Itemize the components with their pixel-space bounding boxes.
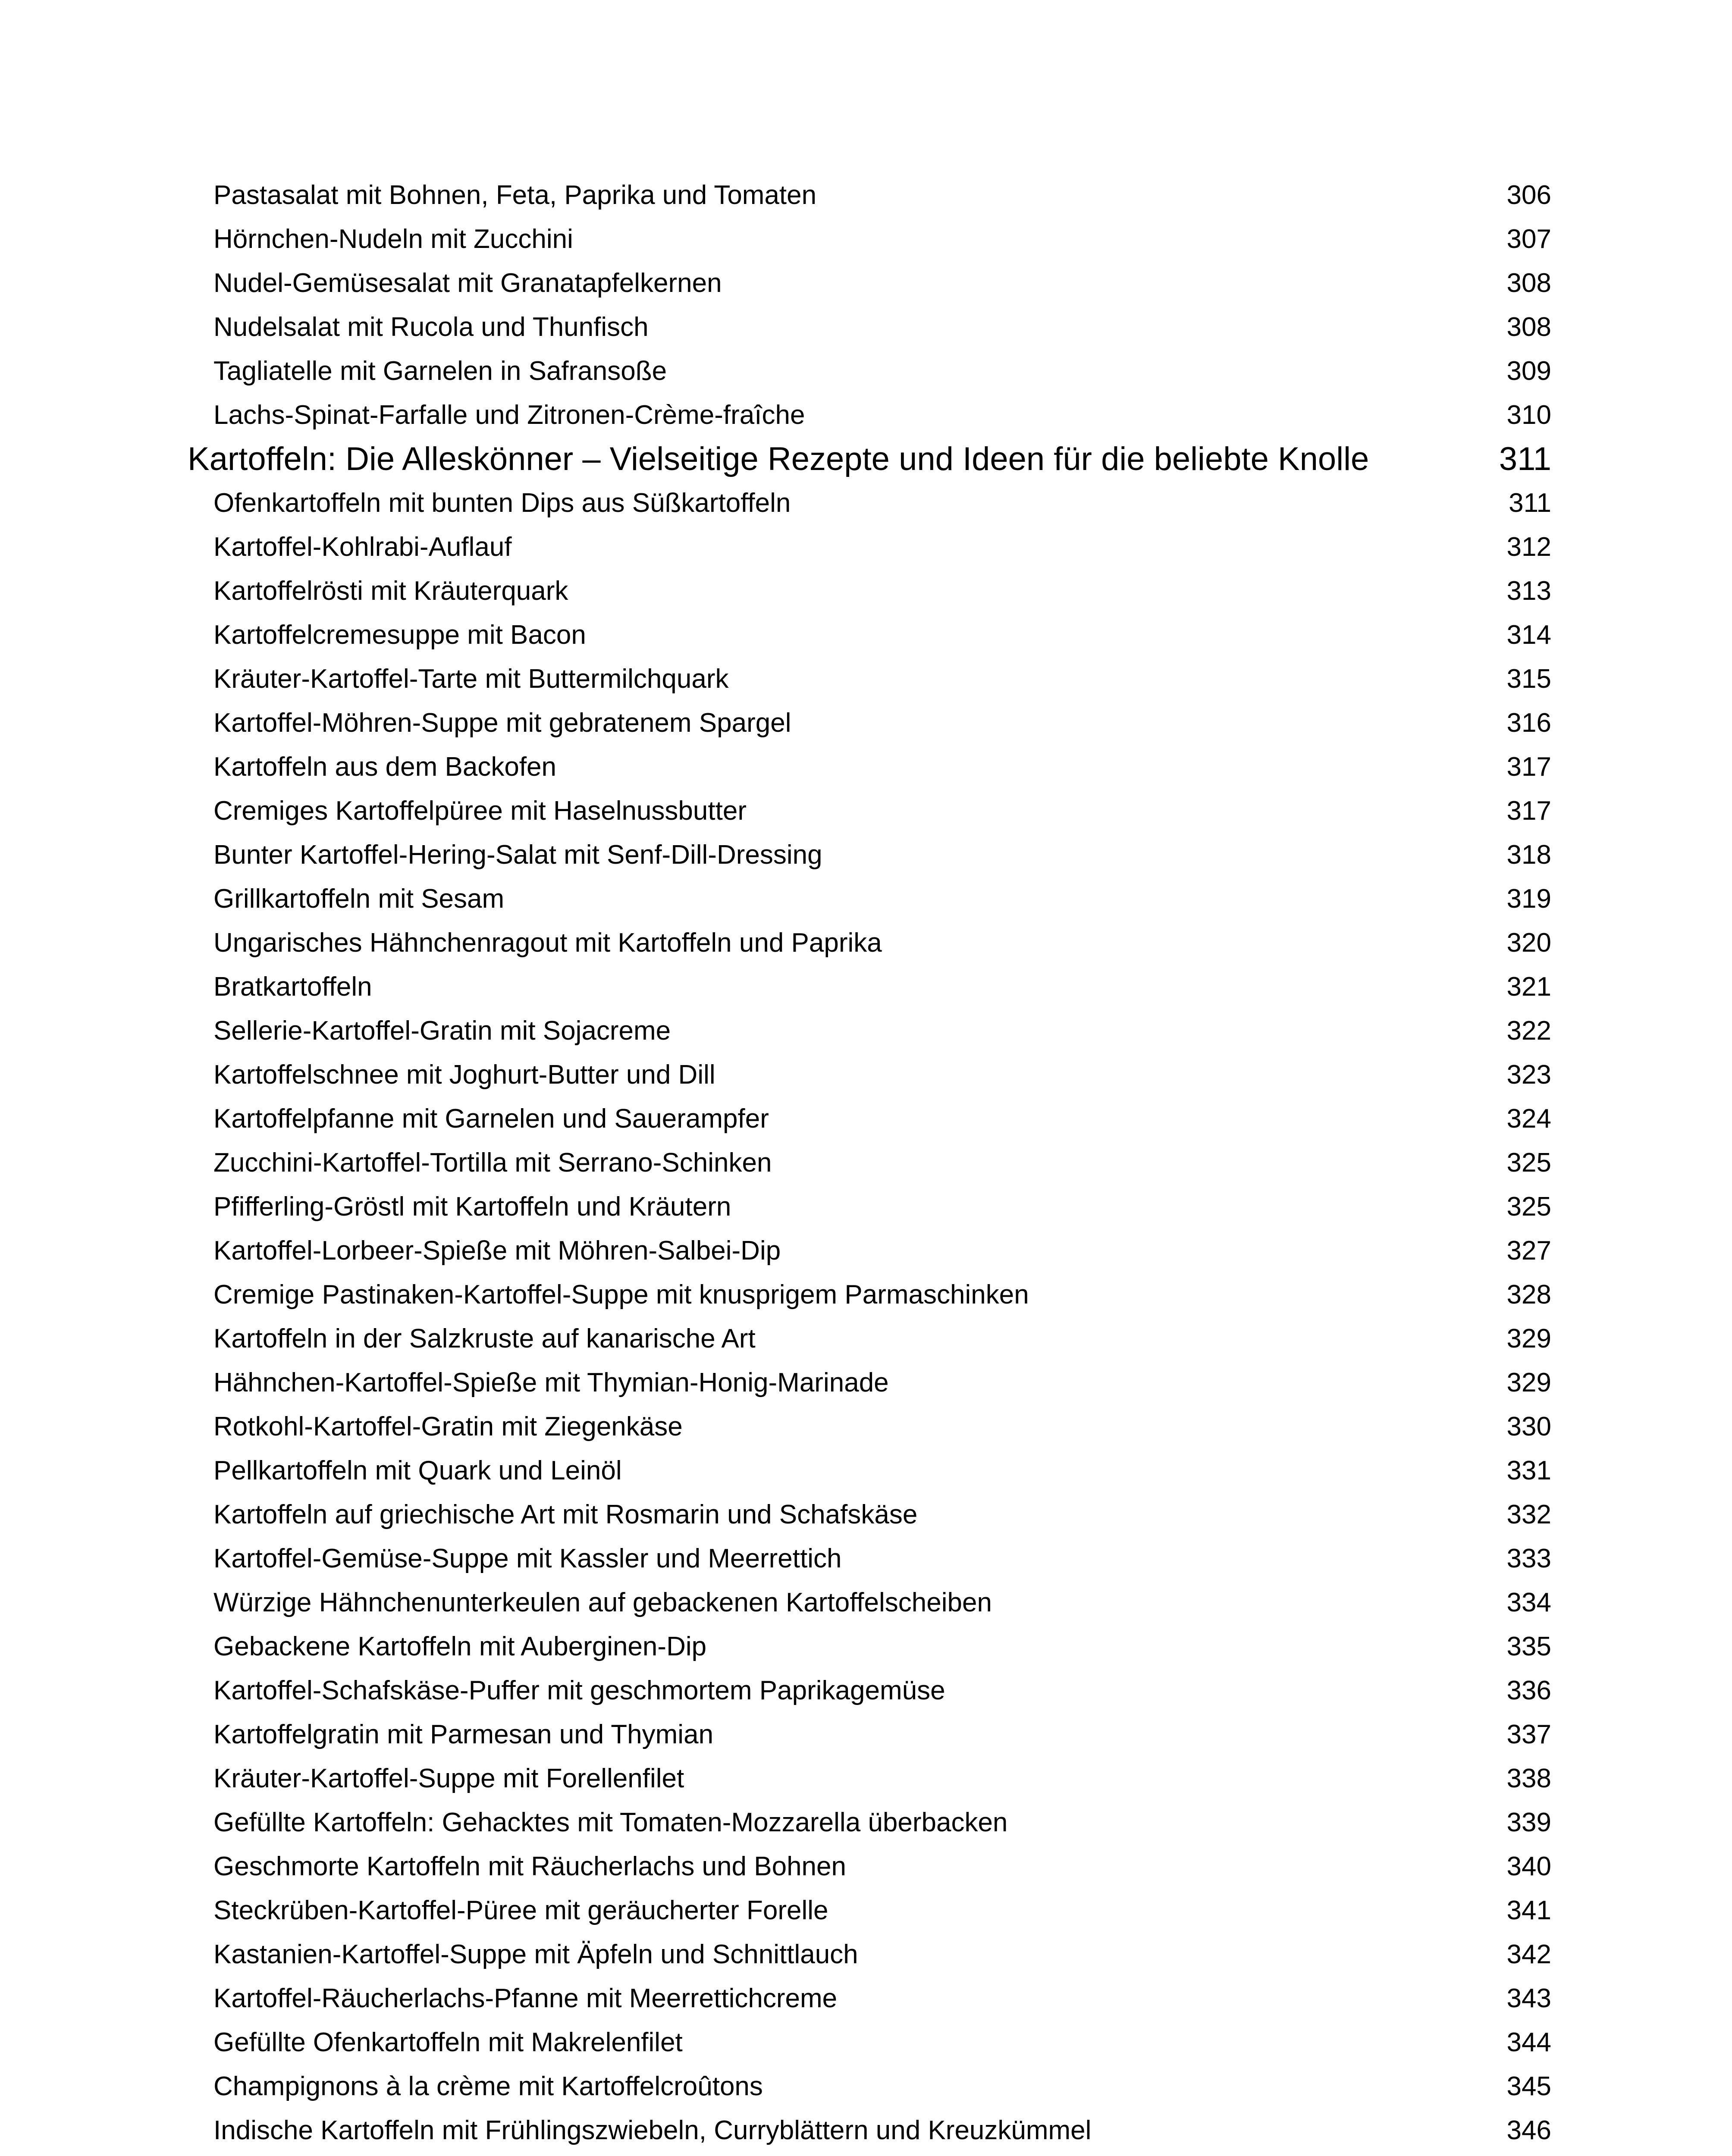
toc-entry-page: 328 <box>1506 1280 1551 1310</box>
toc-entry-title: Kartoffelpfanne mit Garnelen und Sauerampfer <box>213 1104 769 1134</box>
toc-entry-title: Kartoffeln in der Salzkruste auf kanarische Art <box>213 1324 756 1354</box>
toc-entry-page: 330 <box>1506 1412 1551 1442</box>
toc-entry-title: Nudel-Gemüsesalat mit Granatapfelkernen <box>213 268 722 298</box>
toc-entry <box>213 2153 1551 2156</box>
toc-entry-page: 339 <box>1506 1808 1551 1837</box>
toc-entry-title: Kartoffelrösti mit Kräuterquark <box>213 576 568 606</box>
toc-entry <box>213 1801 1551 1845</box>
toc-entry-page: 336 <box>1506 1676 1551 1705</box>
toc-entry <box>213 1493 1551 1537</box>
toc-entry <box>213 1625 1551 1669</box>
toc-entry <box>213 1449 1551 1493</box>
toc-entry-page: 329 <box>1506 1324 1551 1354</box>
toc-entry-page: 311 <box>1509 488 1551 518</box>
toc-entry-title: Kartoffel-Kohlrabi-Auflauf <box>213 532 512 562</box>
toc-entry <box>213 701 1551 745</box>
toc-entry <box>213 1273 1551 1317</box>
toc-entry-title: Cremiges Kartoffelpüree mit Haselnussbutter <box>213 796 747 826</box>
toc-entry-page: 345 <box>1506 2071 1551 2101</box>
toc-entry-title: Ungarisches Hähnchenragout mit Kartoffeln und Paprika <box>213 928 882 958</box>
toc-entry-title: Nudelsalat mit Rucola und Thunfisch <box>213 312 649 342</box>
toc-entry-title: Kartoffeln aus dem Backofen <box>213 752 557 782</box>
toc-entry-page: 310 <box>1506 400 1551 430</box>
toc-entry-page: 318 <box>1506 840 1551 870</box>
toc-entry-page: 307 <box>1506 224 1551 254</box>
toc-entry-page: 346 <box>1506 2115 1551 2145</box>
toc-entry <box>213 1361 1551 1405</box>
toc-entry-title: Gefüllte Ofenkartoffeln mit Makrelenfilet <box>213 2028 683 2057</box>
toc-entry-title: Kartoffelschnee mit Joghurt-Butter und Dill <box>213 1060 715 1090</box>
toc-entry-page: 338 <box>1506 1764 1551 1793</box>
toc-entry-page: 317 <box>1506 752 1551 782</box>
toc-section-heading <box>188 437 1551 481</box>
toc-entry <box>213 657 1551 701</box>
toc-entry <box>213 877 1551 921</box>
toc-entry-page: 333 <box>1506 1544 1551 1573</box>
toc-entry-page: 311 <box>1499 441 1551 477</box>
toc-entry-title: Lachs-Spinat-Farfalle und Zitronen-Crème-fraîche <box>213 400 805 430</box>
toc-entry-title: Hörnchen-Nudeln mit Zucchini <box>213 224 573 254</box>
toc-entry-title: Gebackene Kartoffeln mit Auberginen-Dip <box>213 1632 707 1661</box>
toc-entry-page: 324 <box>1506 1104 1551 1134</box>
toc-entry-page: 332 <box>1506 1500 1551 1529</box>
toc-entry-title: Pellkartoffeln mit Quark und Leinöl <box>213 1456 622 1485</box>
toc-entry <box>213 1581 1551 1625</box>
toc-entry-title: Ofenkartoffeln mit bunten Dips aus Süßkartoffeln <box>213 488 791 518</box>
toc-entry-title: Cremige Pastinaken-Kartoffel-Suppe mit knusprigem Parmaschinken <box>213 1280 1029 1310</box>
toc-entry <box>213 569 1551 613</box>
toc-entry <box>213 1889 1551 1933</box>
toc-entry-page: 327 <box>1506 1236 1551 1266</box>
toc-entry-page: 317 <box>1506 796 1551 826</box>
toc-entry-page: 309 <box>1506 356 1551 386</box>
toc-entry-page: 341 <box>1506 1896 1551 1925</box>
toc-entry-title: Kartoffel-Räucherlachs-Pfanne mit Meerrettichcreme <box>213 1984 838 2013</box>
toc-entry-page: 308 <box>1506 312 1551 342</box>
toc-entry <box>213 745 1551 789</box>
toc-entry-page <box>1507 2153 1551 2156</box>
toc-entry-title: Tagliatelle mit Garnelen in Safransoße <box>213 356 667 386</box>
toc-entry <box>213 1053 1551 1097</box>
toc-entry-title: Kastanien-Kartoffel-Suppe mit Äpfeln und Schnittlauch <box>213 1940 858 1969</box>
toc-entry-title: Rotkohl-Kartoffel-Gratin mit Ziegenkäse <box>213 1412 683 1442</box>
toc-entry <box>213 349 1551 393</box>
toc-entry-page: 340 <box>1506 1852 1551 1881</box>
toc-entry-title: Pastasalat mit Bohnen, Feta, Paprika und Tomaten <box>213 180 817 210</box>
toc-entry <box>213 261 1551 305</box>
toc-entry-title: Kräuter-Kartoffel-Tarte mit Buttermilchquark <box>213 664 729 694</box>
toc-entry-page: 323 <box>1506 1060 1551 1090</box>
toc-entry <box>213 1317 1551 1361</box>
toc-entry-title <box>213 2153 696 2156</box>
toc-entry <box>213 921 1551 965</box>
toc-entry <box>213 393 1551 437</box>
toc-entry-page: 321 <box>1506 972 1551 1002</box>
toc-entry <box>213 1009 1551 1053</box>
toc-entry <box>213 613 1551 657</box>
toc-entry-page: 335 <box>1506 1632 1551 1661</box>
toc-entry <box>213 1845 1551 1889</box>
toc-entry <box>213 1537 1551 1581</box>
toc-entry <box>213 2109 1551 2153</box>
toc-entry <box>213 965 1551 1009</box>
toc-entry-page: 343 <box>1506 1984 1551 2013</box>
toc-entry-page: 312 <box>1506 532 1551 562</box>
toc-entry <box>213 2065 1551 2109</box>
toc-entry-title: Kartoffelgratin mit Parmesan und Thymian <box>213 1720 714 1749</box>
toc-entry-title: Bratkartoffeln <box>213 972 372 1002</box>
toc-entry-title: Champignons à la crème mit Kartoffelcroûtons <box>213 2071 763 2101</box>
toc-entry <box>213 173 1551 217</box>
toc-entry-title: Kartoffeln auf griechische Art mit Rosmarin und Schafskäse <box>213 1500 918 1529</box>
toc-entry <box>213 2021 1551 2065</box>
toc-entry-title: Steckrüben-Kartoffel-Püree mit geräucherter Forelle <box>213 1896 828 1925</box>
toc-entry-page: 313 <box>1506 576 1551 606</box>
toc-entry-title: Würzige Hähnchenunterkeulen auf gebackenen Kartoffelscheiben <box>213 1588 992 1617</box>
toc-entry <box>213 1977 1551 2021</box>
toc-entry-page: 322 <box>1506 1016 1551 1046</box>
toc-entry <box>213 525 1551 569</box>
toc-entry-page: 325 <box>1506 1192 1551 1222</box>
toc-entry <box>213 1185 1551 1229</box>
toc-entry-page: 325 <box>1506 1148 1551 1178</box>
toc-entry <box>213 1933 1551 1977</box>
toc-entry <box>213 1713 1551 1757</box>
toc-entry-title: Kartoffeln: Die Alleskönner – Vielseitige Rezepte und Ideen für die beliebte Knolle <box>188 441 1369 477</box>
toc-entry-page: 314 <box>1506 620 1551 650</box>
toc-entry-title: Grillkartoffeln mit Sesam <box>213 884 505 914</box>
toc-entry-title: Kartoffel-Schafskäse-Puffer mit geschmortem Paprikagemüse <box>213 1676 945 1705</box>
toc-entry <box>213 1229 1551 1273</box>
toc-entry-title: Geschmorte Kartoffeln mit Räucherlachs und Bohnen <box>213 1852 846 1881</box>
toc-entry-title: Kartoffel-Möhren-Suppe mit gebratenem Spargel <box>213 708 791 738</box>
toc-entry-title: Kräuter-Kartoffel-Suppe mit Forellenfilet <box>213 1764 684 1793</box>
toc-entry-title: Sellerie-Kartoffel-Gratin mit Sojacreme <box>213 1016 671 1046</box>
toc-entry <box>213 1757 1551 1801</box>
toc-entry <box>213 1097 1551 1141</box>
toc-entry-page: 342 <box>1506 1940 1551 1969</box>
toc-entry-page: 315 <box>1506 664 1551 694</box>
toc-entry-page: 320 <box>1506 928 1551 958</box>
toc-entry-title: Gefüllte Kartoffeln: Gehacktes mit Tomaten-Mozzarella überbacken <box>213 1808 1008 1837</box>
toc-entry <box>213 481 1551 525</box>
toc-entry <box>213 217 1551 261</box>
toc-entry <box>213 789 1551 833</box>
toc-entry-page: 329 <box>1506 1368 1551 1398</box>
toc-entry-page: 306 <box>1506 180 1551 210</box>
toc-entry-title: Hähnchen-Kartoffel-Spieße mit Thymian-Honig-Marinade <box>213 1368 889 1398</box>
toc-entry-title: Zucchini-Kartoffel-Tortilla mit Serrano-Schinken <box>213 1148 772 1178</box>
toc-entry-page: 308 <box>1506 268 1551 298</box>
toc-entry-page: 344 <box>1506 2028 1551 2057</box>
toc-entry-title: Pfifferling-Gröstl mit Kartoffeln und Kräutern <box>213 1192 731 1222</box>
toc-entry <box>213 833 1551 877</box>
toc-entry-title: Indische Kartoffeln mit Frühlingszwiebeln, Curryblättern und Kreuzkümmel <box>213 2115 1092 2145</box>
toc-entry-page: 319 <box>1506 884 1551 914</box>
toc-entry-title: Bunter Kartoffel-Hering-Salat mit Senf-Dill-Dressing <box>213 840 822 870</box>
toc-entry <box>213 1669 1551 1713</box>
toc-entry-title: Kartoffel-Lorbeer-Spieße mit Möhren-Salbei-Dip <box>213 1236 781 1266</box>
toc-entry-title: Kartoffel-Gemüse-Suppe mit Kassler und Meerrettich <box>213 1544 842 1573</box>
toc-entry-page: 331 <box>1506 1456 1551 1485</box>
toc-entry <box>213 1405 1551 1449</box>
toc-entry <box>213 305 1551 349</box>
toc-entry-page: 337 <box>1506 1720 1551 1749</box>
toc-entry-page: 316 <box>1506 708 1551 738</box>
toc-entry-page: 334 <box>1506 1588 1551 1617</box>
toc-entry <box>213 1141 1551 1185</box>
toc-entry-title: Kartoffelcremesuppe mit Bacon <box>213 620 586 650</box>
